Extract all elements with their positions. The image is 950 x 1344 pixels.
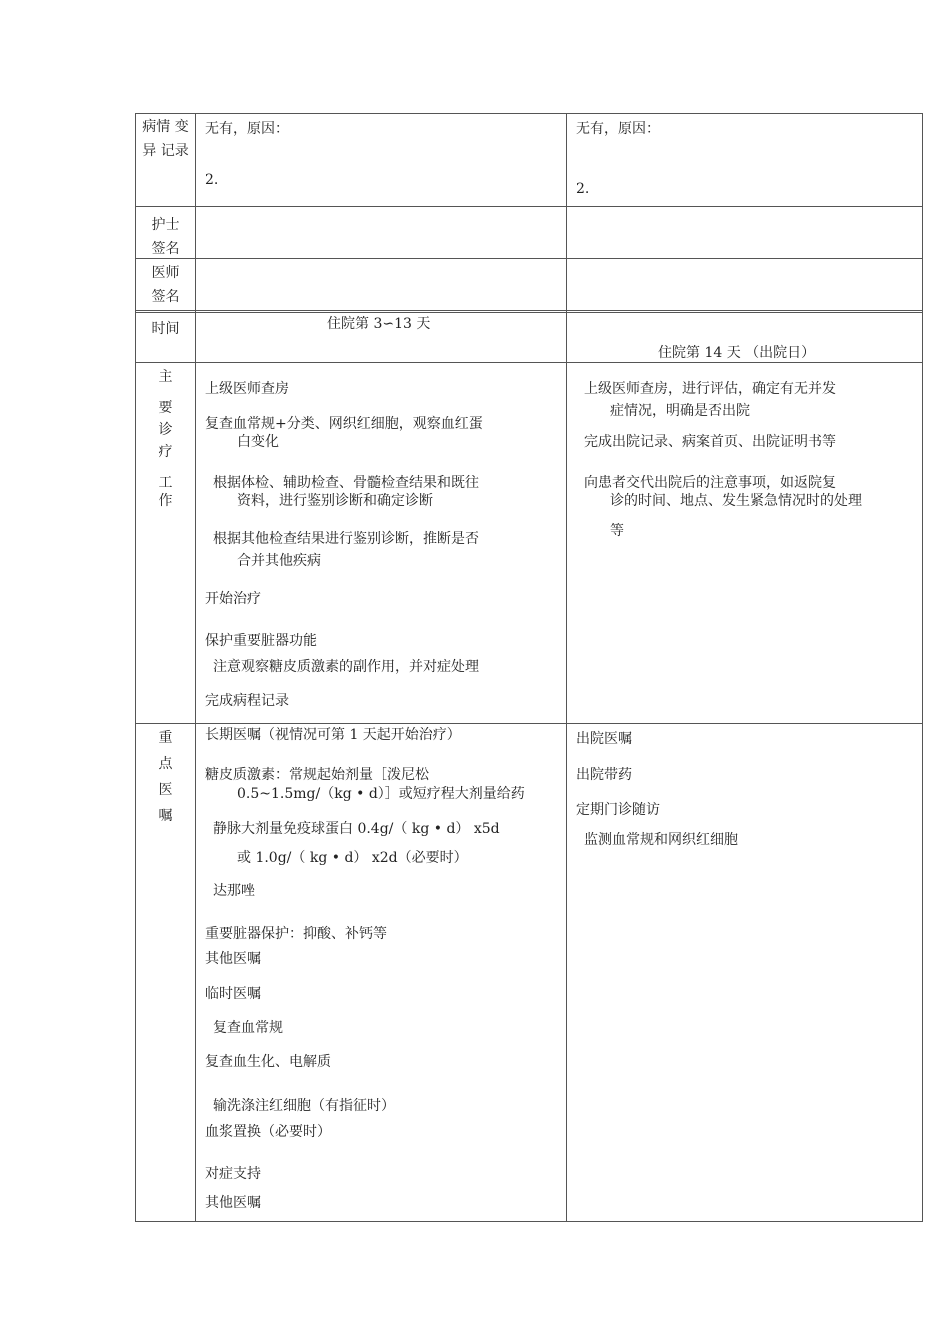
variance-right-line2: 2. [576,181,590,197]
variance-label-line2: 异 记录 [142,143,189,159]
main-work-left-item: 保护重要脏器功能 [205,633,317,649]
time-label: 时间 [151,321,180,337]
time-right: 住院第 14 天 （出院日） [658,345,816,361]
col-border [566,113,567,1222]
main-work-left-item: 注意观察糖皮质激素的副作用，并对症处理 [213,659,479,675]
main-work-left-item: 开始治疗 [205,591,261,607]
row-border [135,1221,923,1222]
main-work-left-item: 合并其他疾病 [237,553,321,569]
main-work-left-item: 完成病程记录 [205,693,289,709]
main-work-char: 主 [158,369,173,385]
key-orders-left-item: 对症支持 [205,1166,261,1182]
row-border [135,723,923,724]
row-border [135,310,923,311]
key-orders-left-item: 其他医嘱 [205,951,261,967]
key-orders-right-item: 定期门诊随访 [576,802,660,818]
key-orders-left-item: 重要脏器保护：抑酸、补钙等 [205,926,387,942]
main-work-left-item: 复查血常规+分类、网织红细胞，观察血红蛋 [205,416,483,432]
key-orders-char: 医 [158,782,173,798]
key-orders-right-item: 出院带药 [576,767,632,783]
key-orders-left-item: 长期医嘱（视情况可第 1 天起开始治疗） [205,727,461,743]
main-work-left-item: 上级医师查房 [205,381,289,397]
main-work-char: 要 [158,400,173,416]
key-orders-left-item: 复查血常规 [213,1020,283,1036]
variance-left-line2: 2. [205,172,219,188]
nurse-label-line1: 护士 [151,217,180,233]
key-orders-left-item: 糖皮质激素：常规起始剂量［泼尼松 [205,767,429,783]
main-work-char: 工 [158,475,173,491]
row-border [135,312,923,313]
nurse-label-line2: 签名 [151,241,180,257]
main-work-left-item: 白变化 [237,434,279,450]
col-border [922,113,923,1222]
doctor-signature-label [136,264,195,306]
key-orders-right-item: 出院医嘱 [576,731,632,747]
row-border [135,258,923,259]
key-orders-left-item: 其他医嘱 [205,1195,261,1211]
key-orders-left-item: 血浆置换（必要时） [205,1124,331,1140]
doctor-label-line2: 签名 [151,289,180,305]
main-work-char: 疗 [158,444,173,460]
main-work-left-item: 资料，进行鉴别诊断和确定诊断 [237,493,433,509]
main-work-left-item: 根据其他检查结果进行鉴别诊断，推断是否 [213,531,479,547]
row-border [135,362,923,363]
main-work-right-item: 等 [610,523,624,539]
variance-label-line1: 病情 变 [142,119,189,135]
variance-label [136,118,195,160]
key-orders-char: 点 [158,756,173,772]
key-orders-label [136,725,195,821]
time-left: 住院第 3∽13 天 [327,316,431,332]
key-orders-left-item: 或 1.0g/（ kg • d） x2d（必要时） [237,850,468,866]
main-work-right-item: 完成出院记录、病案首页、出院证明书等 [584,434,836,450]
col-border [195,113,196,1222]
main-work-label [136,366,195,512]
key-orders-left-item: 复查血生化、电解质 [205,1054,331,1070]
row-border [135,206,923,207]
doctor-label-line1: 医师 [151,265,180,281]
main-work-right-item: 向患者交代出院后的注意事项，如返院复 [584,475,836,491]
main-work-right-item: 上级医师查房，进行评估，确定有无并发 [584,381,836,397]
main-work-char: 诊 [158,422,173,438]
key-orders-left-item: 临时医嘱 [205,986,261,1002]
main-work-right-item: 症情况，明确是否出院 [610,403,750,419]
nurse-signature-label [136,216,195,258]
variance-left-line1: 无有，原因： [205,121,289,137]
main-work-left-item: 根据体检、辅助检查、骨髓检查结果和既往 [213,475,479,491]
row-border [135,113,923,114]
key-orders-left-item: 0.5~1.5mg/（kg • d）］或短疗程大剂量给药 [237,786,525,802]
key-orders-char: 嘱 [158,808,173,821]
key-orders-char: 重 [158,730,173,746]
variance-right-line1: 无有，原因： [576,121,660,137]
key-orders-left-item: 输洗涤注红细胞（有指征时） [213,1098,395,1114]
key-orders-left-item: 静脉大剂量免疫球蛋白 0.4g/（ kg • d） x5d [213,821,500,837]
key-orders-left-item: 达那唑 [213,883,255,899]
main-work-right-item: 诊的时间、地点、发生紧急情况时的处理 [610,493,862,509]
main-work-char: 作 [158,493,173,509]
key-orders-right-item: 监测血常规和网织红细胞 [584,832,738,848]
